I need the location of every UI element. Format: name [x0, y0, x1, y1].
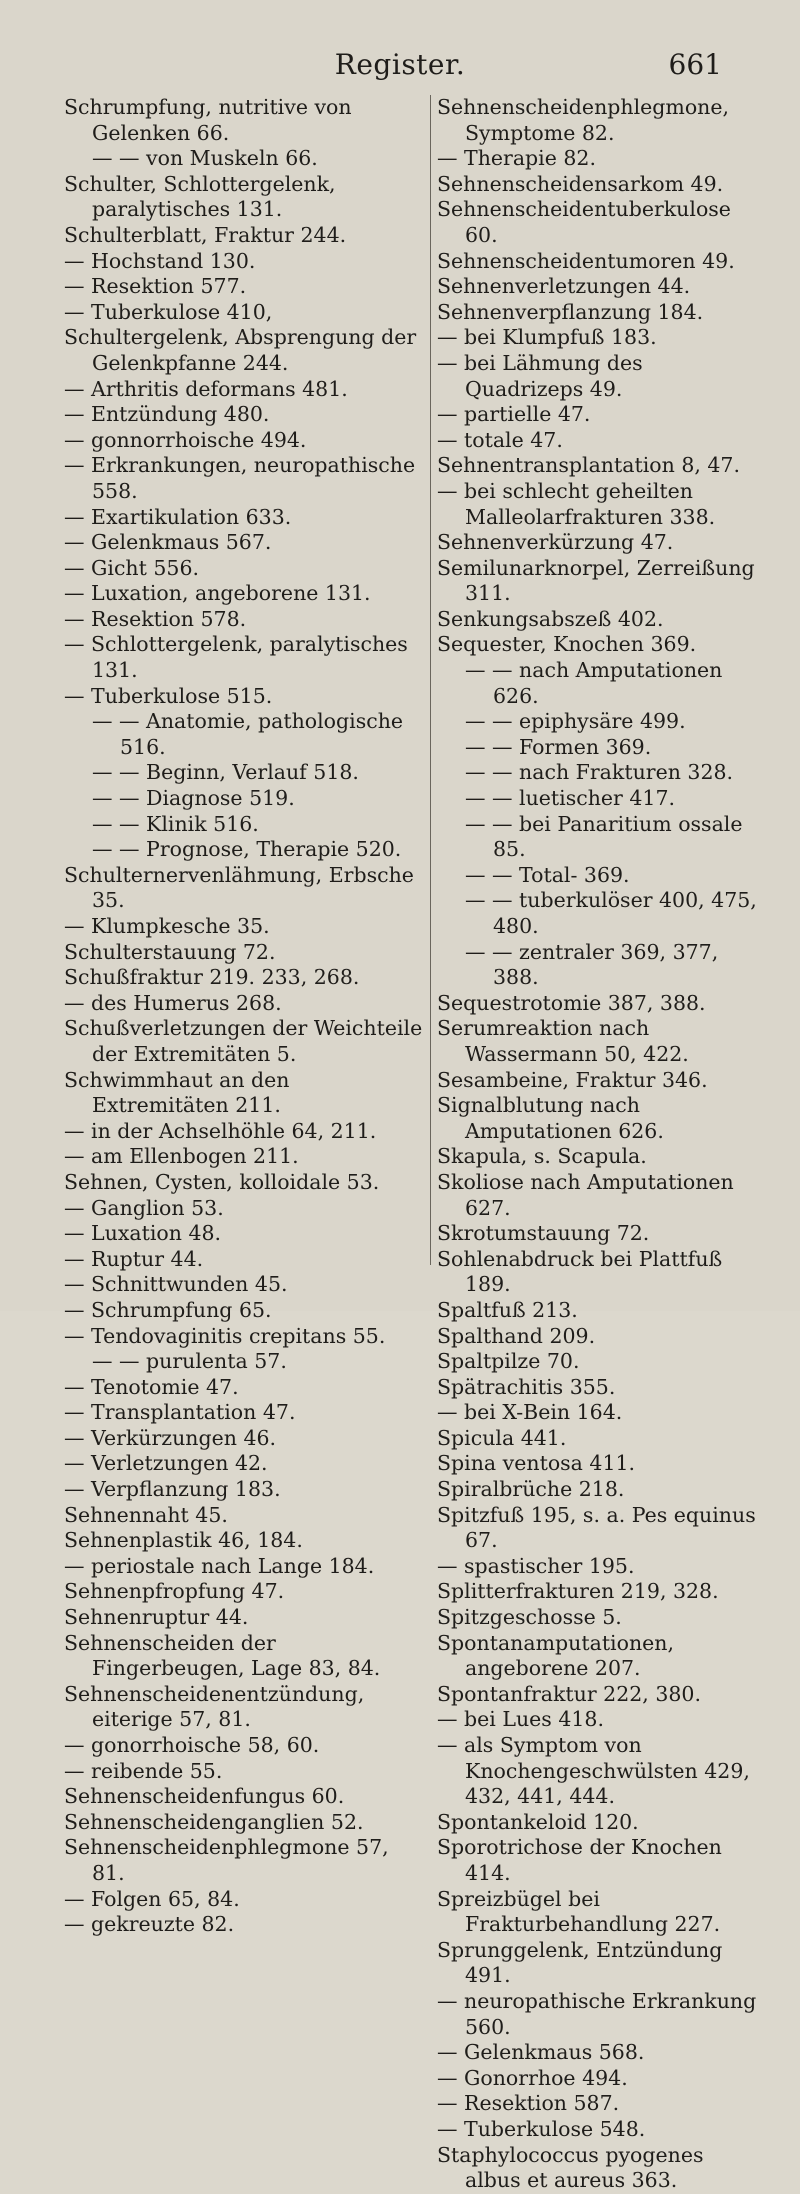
index-entry: Schultergelenk, Absprengung der Gelenkpfanne 244. — [64, 325, 417, 375]
index-entry: Sprunggelenk, Entzündung 491. — [437, 1937, 723, 1988]
index-entry: Sehnenscheidenentzündung, eiterige 57, 81. — [64, 1681, 365, 1732]
index-entry: — Resektion 587. — [437, 2091, 620, 2116]
index-entry: Sesambeine, Fraktur 346. — [437, 1067, 708, 1092]
index-entry: — Transplantation 47. — [64, 1400, 296, 1425]
index-entry: Sequester, Knochen 369. — [437, 632, 697, 657]
index-entry: Spaltfuß 213. — [437, 1297, 578, 1322]
index-entry: — — nach Amputationen 626. — [465, 658, 723, 708]
index-entry: — — von Muskeln 66. — [92, 146, 318, 171]
index-entry: — — Anatomie, pathologische 516. — [92, 709, 404, 759]
index-entry: Sehnenscheidentuberkulose 60. — [437, 197, 731, 247]
index-entry: — — bei Panaritium ossale 85. — [465, 811, 743, 862]
index-entry: — Gicht 556. — [64, 555, 200, 580]
index-entry: Sehnenscheidensarkom 49. — [437, 171, 724, 196]
index-entry: — Ruptur 44. — [64, 1246, 204, 1271]
index-entry: Spontanfraktur 222, 380. — [437, 1681, 701, 1706]
index-entry: Schwimmhaut an den Extremitäten 211. — [64, 1067, 290, 1118]
index-entry: Sequestrotomie 387, 388. — [437, 990, 706, 1015]
index-entry: Spaltpilze 70. — [437, 1349, 580, 1374]
index-entry: Spontankeloid 120. — [437, 1809, 639, 1834]
index-entry: Spitzgeschosse 5. — [437, 1605, 622, 1630]
index-entry: Sehnenverletzungen 44. — [437, 274, 691, 299]
index-entry: — Ganglion 53. — [64, 1195, 224, 1220]
index-entry: — neuropathische Erkrankung 560. — [437, 1988, 757, 2039]
index-entry: — gekreuzte 82. — [64, 1912, 235, 1937]
index-entry: — Schlottergelenk, paralytisches 131. — [64, 632, 408, 683]
index-entry: — — Total- 369. — [465, 862, 630, 887]
index-entry: — Tuberkulose 410, — [64, 299, 273, 324]
index-entry: Sehnenplastik 46, 184. — [64, 1528, 303, 1553]
index-entry: — Tendovaginitis crepitans 55. — [64, 1323, 386, 1348]
index-entry: Spalthand 209. — [437, 1323, 596, 1348]
index-entry: — — nach Frakturen 328. — [465, 760, 734, 785]
index-entry: Spina ventosa 411. — [437, 1451, 636, 1476]
index-entry: — Gelenkmaus 567. — [64, 530, 272, 555]
index-entry: — Tuberkulose 548. — [437, 2116, 646, 2141]
index-entry: — Luxation, angeborene 131. — [64, 581, 371, 606]
index-entry: — Therapie 82. — [437, 146, 596, 171]
index-entry: — Verletzungen 42. — [64, 1451, 268, 1476]
index-entry: — Arthritis deformans 481. — [64, 376, 348, 401]
index-entry: — Tuberkulose 515. — [64, 683, 273, 708]
index-entry: Spitzfuß 195, s. a. Pes equinus 67. — [437, 1502, 756, 1553]
index-entry: — Schnittwunden 45. — [64, 1272, 288, 1297]
index-entry: — Verkürzungen 46. — [64, 1425, 277, 1450]
index-entry: — Klumpkesche 35. — [64, 914, 270, 938]
index-entry: Sehnenverkürzung 47. — [437, 530, 674, 555]
column-divider — [430, 95, 431, 1265]
index-entry: Schußverletzungen der Weichteile der Extremitäten 5. — [64, 1016, 423, 1066]
index-entry: Sehnenscheidenphlegmone 57, 81. — [64, 1835, 389, 1885]
index-entry: Schrumpfung, nutritive von Gelenken 66. — [64, 95, 352, 145]
index-entry: — bei X-Bein 164. — [437, 1400, 623, 1425]
index-entry: — — purulenta 57. — [92, 1349, 287, 1374]
index-entry: Spreizbügel bei Frakturbehandlung 227. — [437, 1886, 721, 1937]
index-entry: — totale 47. — [437, 427, 563, 452]
index-entry: — Folgen 65, 84. — [64, 1886, 240, 1911]
index-entry: — Exartikulation 633. — [64, 504, 292, 529]
index-entry: Semilunarknorpel, Zerreißung 311. — [437, 555, 755, 606]
index-column-right — [437, 95, 763, 2194]
index-entry: Spätrachitis 355. — [437, 1374, 616, 1399]
index-entry: Schulternervenlähmung, Erbsche 35. — [64, 862, 414, 913]
index-entry: Sehnenpfropfung 47. — [64, 1579, 285, 1604]
index-entry: Splitterfrakturen 219, 328. — [437, 1579, 719, 1604]
index-entry: Serumreaktion nach Wassermann 50, 422. — [437, 1016, 689, 1066]
index-entry: Spontanamputationen, angeborene 207. — [437, 1630, 675, 1681]
index-entry: — bei schlecht geheilten Malleolarfrakturen 338. — [437, 478, 716, 529]
index-entry: — — Formen 369. — [465, 734, 652, 759]
page-title: Register. — [334, 48, 466, 81]
index-entry: Sehnenruptur 44. — [64, 1605, 249, 1630]
page-number: 661 — [668, 48, 722, 81]
index-entry: Spicula 441. — [437, 1425, 567, 1450]
index-entry: Sehnenscheidenphlegmone, Symptome 82. — [437, 95, 730, 145]
index-entry: Staphylococcus pyogenes albus et aureus 363. — [437, 2142, 704, 2193]
index-entry: Schußfraktur 219. 233, 268. — [64, 965, 360, 990]
index-entry: Skapula, s. Scapula. — [437, 1144, 647, 1169]
index-entry: — periostale nach Lange 184. — [64, 1553, 375, 1578]
index-entry: — Gonorrhoe 494. — [437, 2065, 628, 2090]
index-entry: — partielle 47. — [437, 402, 591, 427]
index-entry: Sehnenscheidenfungus 60. — [64, 1784, 345, 1809]
index-entry: — in der Achselhöhle 64, 211. — [64, 1118, 377, 1143]
index-entry: Sohlenabdruck bei Plattfuß 189. — [437, 1246, 723, 1297]
index-entry: Sehnenscheidentumoren 49. — [437, 248, 735, 273]
index-entry: — — luetischer 417. — [465, 786, 676, 811]
index-entry: — — epiphysäre 499. — [465, 709, 686, 734]
index-entry: — spastischer 195. — [437, 1553, 635, 1578]
index-entry: Sehnenverpflanzung 184. — [437, 299, 704, 324]
index-entry: Sehnenscheidenganglien 52. — [64, 1809, 364, 1834]
index-entry: — gonnorrhoische 494. — [64, 427, 307, 452]
index-entry: — — Beginn, Verlauf 518. — [92, 760, 359, 785]
index-entry: — bei Lähmung des Quadrizeps 49. — [437, 350, 643, 401]
index-entry: — Erkrankungen, neuropathische 558. — [64, 453, 416, 503]
index-entry: — Schrumpfung 65. — [64, 1297, 272, 1322]
index-column-left — [64, 95, 426, 1938]
index-entry: — Gelenkmaus 568. — [437, 2040, 645, 2065]
index-entry: Signalblutung nach Amputationen 626. — [437, 1093, 664, 1143]
index-entry: Schulterstauung 72. — [64, 939, 276, 964]
index-entry: — Hochstand 130. — [64, 248, 256, 273]
index-entry: Sporotrichose der Knochen 414. — [437, 1835, 722, 1885]
index-entry: — Verpflanzung 183. — [64, 1477, 281, 1502]
index-entry: Schulterblatt, Fraktur 244. — [64, 222, 347, 247]
index-entry: Schulter, Schlottergelenk, paralytisches 131. — [64, 171, 336, 222]
index-entry: Senkungsabszeß 402. — [437, 606, 664, 631]
index-entry: Spiralbrüche 218. — [437, 1477, 625, 1502]
index-entry: — bei Klumpfuß 183. — [437, 325, 657, 350]
index-entry: — Entzündung 480. — [64, 402, 270, 427]
index-entry: — des Humerus 268. — [64, 990, 282, 1015]
page-header — [0, 48, 800, 88]
index-entry: Sehnen, Cysten, kolloidale 53. — [64, 1169, 380, 1194]
index-entry: — Tenotomie 47. — [64, 1374, 239, 1399]
index-entry: — — Prognose, Therapie 520. — [92, 837, 402, 862]
index-entry: — — Klinik 516. — [92, 811, 259, 836]
index-entry: — Luxation 48. — [64, 1221, 222, 1246]
index-entry: — am Ellenbogen 211. — [64, 1144, 299, 1169]
index-entry: — Resektion 577. — [64, 274, 247, 299]
index-entry: — gonorrhoische 58, 60. — [64, 1733, 320, 1757]
index-entry: Sehnenscheiden der Fingerbeugen, Lage 83, 84. — [64, 1630, 381, 1681]
index-entry: Skoliose nach Amputationen 627. — [437, 1169, 734, 1220]
index-entry: — — zentraler 369, 377, 388. — [465, 939, 719, 990]
index-entry: — bei Lues 418. — [437, 1707, 604, 1732]
index-entry: — reibende 55. — [64, 1758, 223, 1783]
index-entry: — — Diagnose 519. — [92, 786, 295, 811]
index-entry: Skrotumstauung 72. — [437, 1221, 650, 1246]
index-entry: — als Symptom von Knochengeschwülsten 429, 432, 441, 444. — [437, 1733, 750, 1809]
index-entry: Sehnentransplantation 8, 47. — [437, 453, 740, 478]
index-entry: — — tuberkulöser 400, 475, 480. — [465, 888, 757, 938]
index-entry: — Resektion 578. — [64, 606, 247, 631]
index-entry: Sehnennaht 45. — [64, 1502, 228, 1527]
